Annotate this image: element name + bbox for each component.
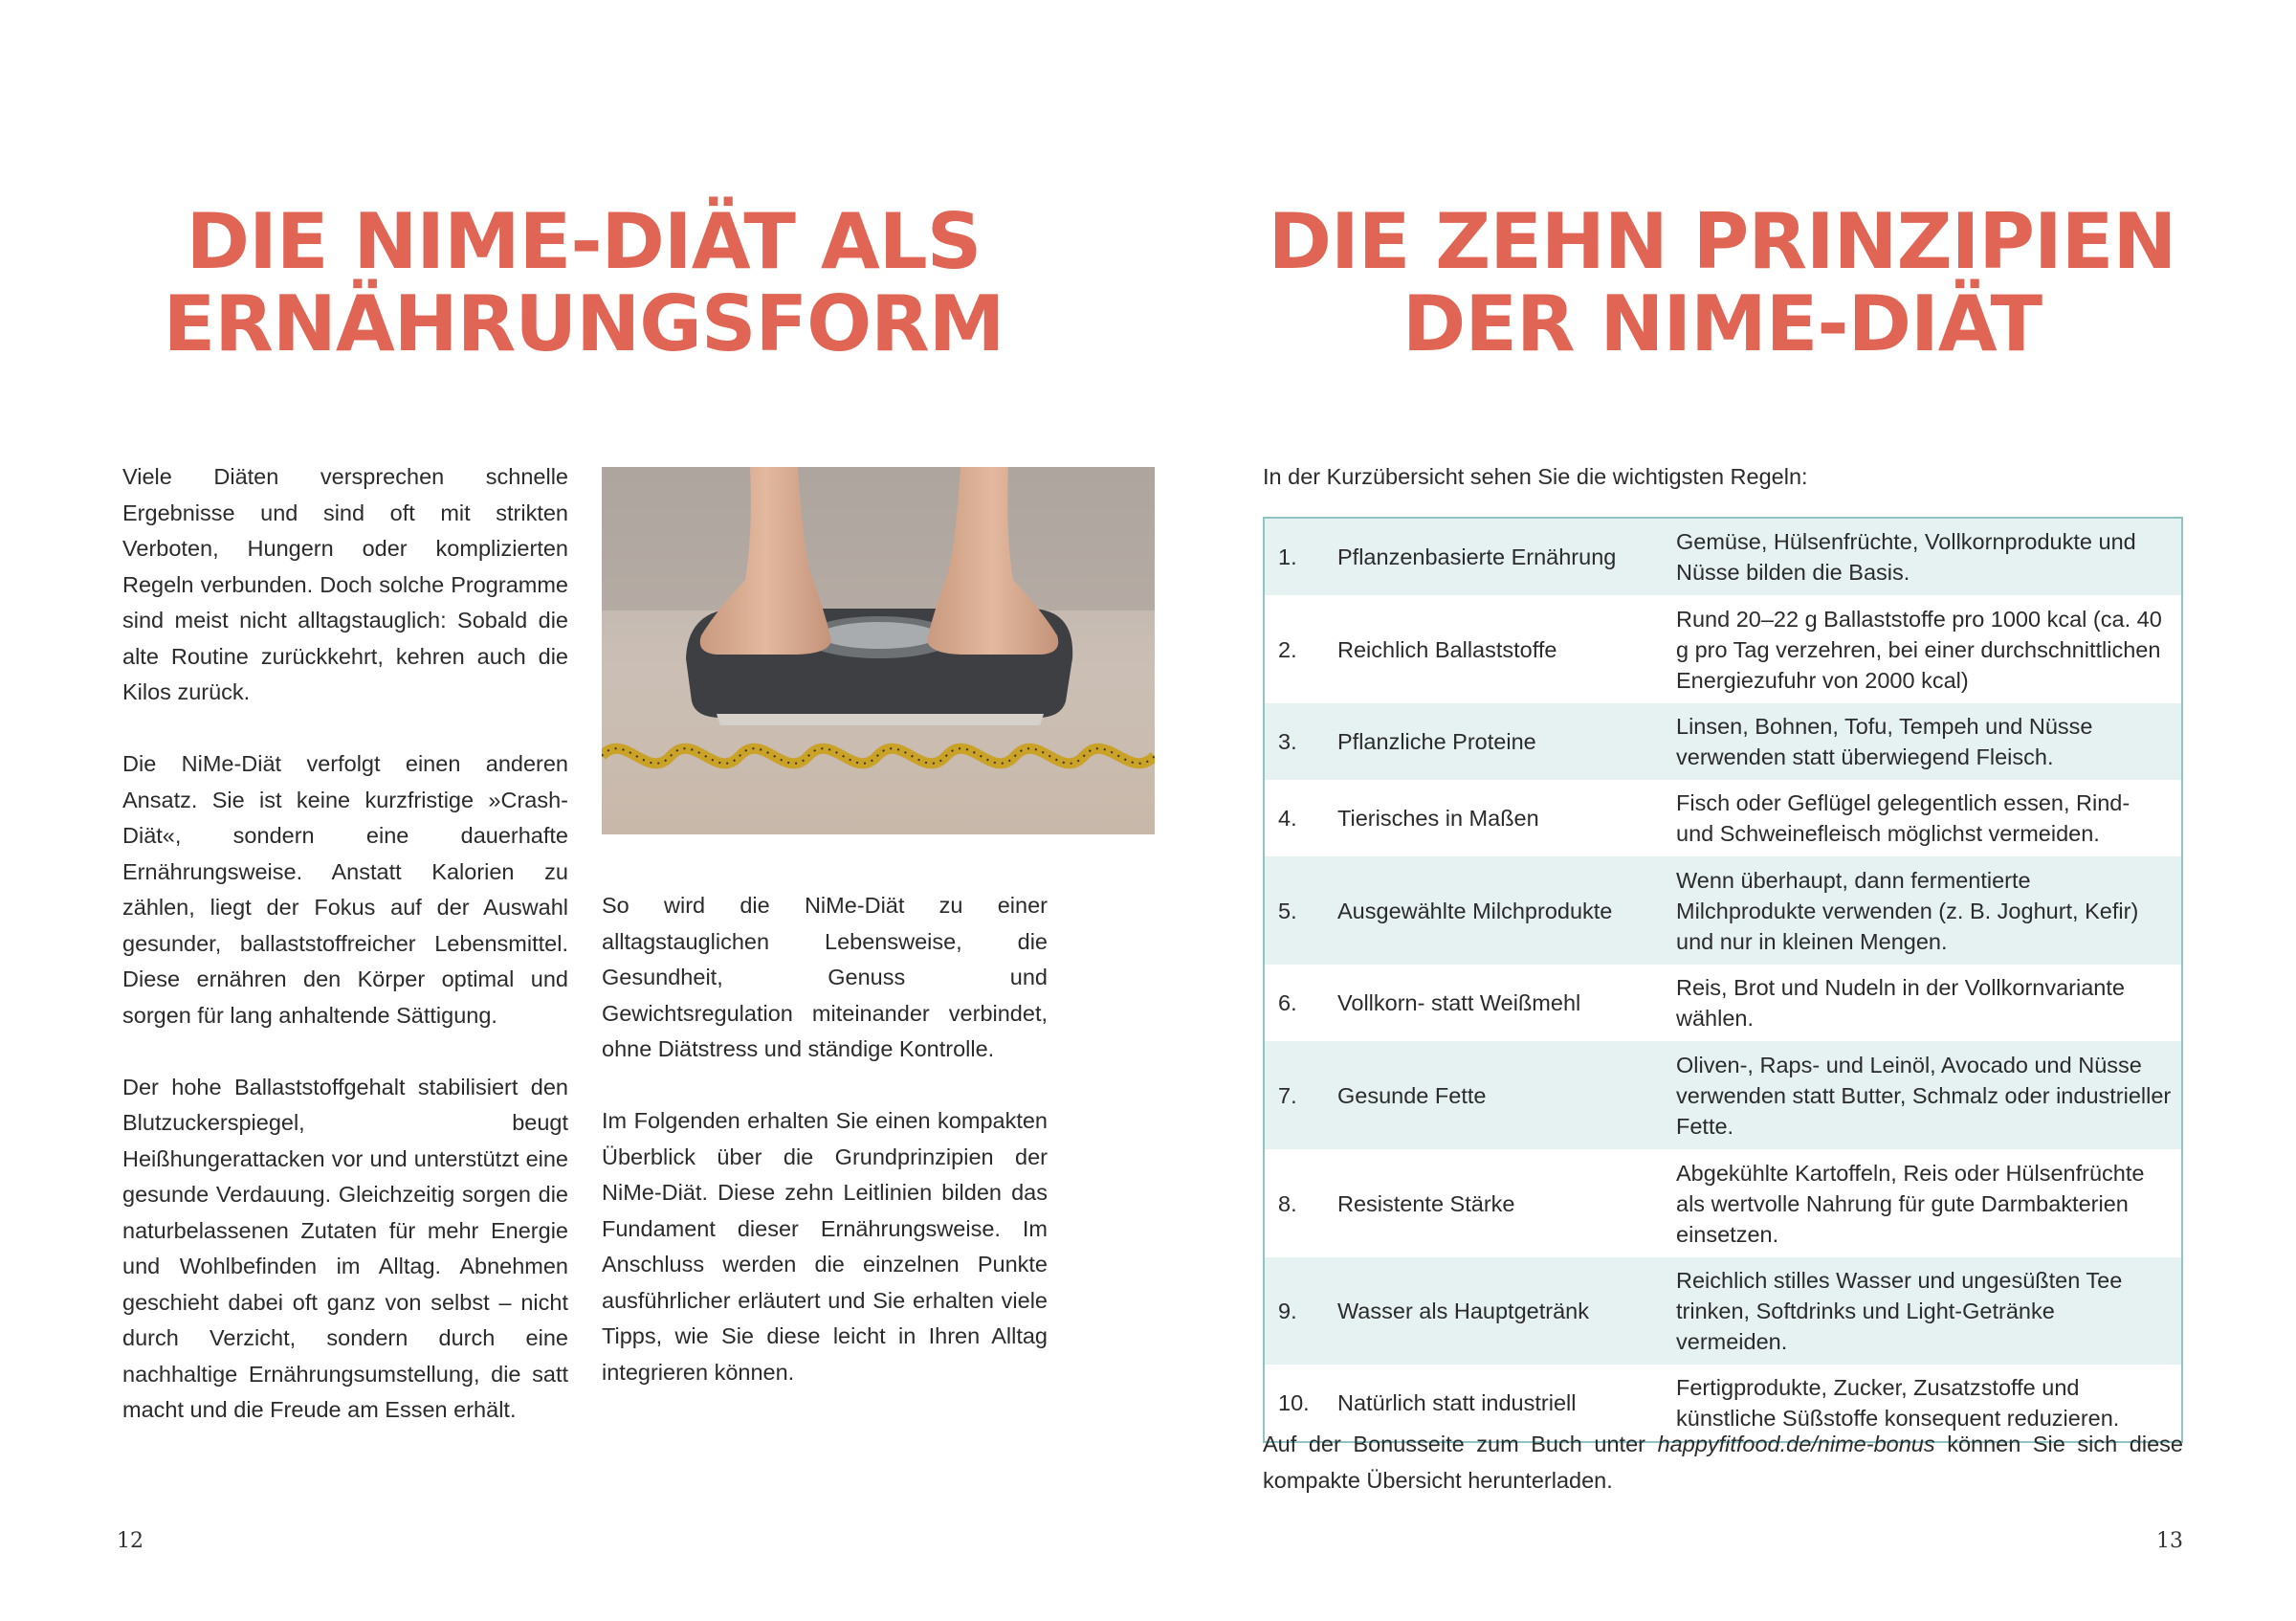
principle-name: Gesunde Fette	[1337, 1082, 1487, 1108]
bonus-note-text: Auf der Bonusseite zum Buch unter	[1263, 1432, 1658, 1456]
principle-number: 3.	[1278, 729, 1297, 754]
principle-description: Fertigprodukte, Zucker, Zusatzstoffe und künstliche Süßstoffe konsequent reduzieren.	[1676, 1375, 2120, 1431]
page-number-left: 12	[117, 1529, 144, 1553]
principle-description: Wenn überhaupt, dann fermentierte Milchprodukte verwenden (z. B. Joghurt, Kefir) und nur in kleinen Mengen.	[1676, 867, 2139, 954]
principle-description: Oliven-, Raps- und Leinöl, Avocado und Nüsse verwenden statt Butter, Schmalz oder industrieller Fette.	[1676, 1052, 2172, 1139]
bonus-note	[1263, 1427, 2183, 1499]
table-row	[1264, 965, 2182, 1041]
table-row	[1264, 1257, 2182, 1365]
principle-name: Tierisches in Maßen	[1337, 806, 1539, 831]
principle-number: 10.	[1278, 1390, 1310, 1415]
principle-description: Reichlich stilles Wasser und ungesüßten Tee trinken, Softdrinks und Light-Getränke vermeiden.	[1676, 1268, 2123, 1354]
scale-feet-image	[602, 467, 1155, 834]
table-row	[1264, 1041, 2182, 1149]
paragraph: Viele Diäten versprechen schnelle Ergebnisse und sind oft mit strikten Verboten, Hungern oder komplizierten Regeln verbunden. Doch solche Programme sind meist nicht alltagstauglich: Sobald die alte Routine zurückkehrt, kehren auch die Kilos zurück.	[122, 464, 568, 704]
principle-description: Gemüse, Hülsenfrüchte, Vollkornprodukte und Nüsse bilden die Basis.	[1676, 529, 2136, 585]
right-page-title	[1263, 197, 2181, 368]
title-line: DIE NIME-DIÄT ALS	[186, 197, 982, 286]
principles-table	[1263, 517, 2183, 1443]
paragraph: Die NiMe-Diät verfolgt einen anderen Ansatz. Sie ist keine kurzfristige »Crash-Diät«, sondern eine dauerhafte Ernährungsweise. Anstatt Kalorien zu zählen, liegt der Fokus auf der Auswahl gesunder, ballaststoffreicher Lebensmittel. Diese ernähren den Körper optimal und sorgen für lang anhaltende Sättigung.	[122, 751, 568, 1028]
principle-name: Wasser als Hauptgetränk	[1337, 1299, 1589, 1323]
title-line: ERNÄHRUNGSFORM	[163, 279, 1004, 368]
principle-description: Linsen, Bohnen, Tofu, Tempeh und Nüsse verwenden statt überwiegend Fleisch.	[1676, 714, 2093, 769]
table-intro: In der Kurzübersicht sehen Sie die wichtigsten Regeln:	[1263, 464, 1808, 489]
principle-number: 6.	[1278, 990, 1297, 1015]
left-page-title	[134, 197, 1033, 368]
table-row	[1264, 518, 2182, 595]
left-text-column	[122, 459, 568, 1464]
title-line: DER NIME-DIÄT	[1402, 279, 2042, 368]
title-line: DIE ZEHN PRINZIPIEN	[1268, 197, 2176, 286]
page-number-right: 13	[2156, 1529, 2183, 1553]
principle-number: 2.	[1278, 636, 1297, 662]
scale-photo	[602, 467, 1155, 834]
principle-number: 9.	[1278, 1299, 1297, 1323]
table-row	[1264, 595, 2182, 703]
middle-text-column	[602, 888, 1048, 1427]
table-row	[1264, 856, 2182, 965]
table-row	[1264, 1149, 2182, 1257]
principle-name: Pflanzliche Proteine	[1337, 729, 1536, 754]
principle-number: 4.	[1278, 806, 1297, 831]
principle-number: 5.	[1278, 898, 1297, 923]
table-row	[1264, 780, 2182, 856]
principle-name: Natürlich statt industriell	[1337, 1390, 1577, 1415]
principle-name: Pflanzenbasierte Ernährung	[1337, 544, 1617, 569]
principle-name: Resistente Stärke	[1337, 1190, 1515, 1216]
principle-number: 8.	[1278, 1190, 1297, 1216]
principle-name: Ausgewählte Milchprodukte	[1337, 898, 1613, 923]
principle-description: Rund 20–22 g Ballaststoffe pro 1000 kcal (ca. 40 g pro Tag verzehren, bei einer durchschnittlichen Energiezufuhr von 2000 kcal)	[1676, 606, 2162, 693]
table-row	[1264, 703, 2182, 780]
principle-description: Abgekühlte Kartoffeln, Reis oder Hülsenfrüchte als wertvolle Nahrung für gute Darmbakterien einsetzen.	[1676, 1160, 2145, 1247]
paragraph: So wird die NiMe-Diät zu einer alltagstauglichen Lebensweise, die Gesundheit, Genuss und Gewichtsregulation miteinander verbindet, ohne Diätstress und ständige Kontrolle.	[602, 893, 1048, 1061]
bonus-url: happyfitfood.de/nime-bonus	[1657, 1432, 1935, 1456]
principle-description: Fisch oder Geflügel gelegentlich essen, Rind- und Schweinefleisch möglichst vermeiden.	[1676, 790, 2130, 846]
principle-name: Reichlich Ballaststoffe	[1337, 636, 1557, 662]
bonus-note-text: können Sie sich diese kompakte Übersicht herunterladen.	[1263, 1432, 2183, 1493]
paragraph: Der hohe Ballaststoffgehalt stabilisiert den Blutzuckerspiegel, beugt Heißhungerattacken vor und unterstützt eine gesunde Verdauung. Gleichzeitig sorgen die naturbelassenen Zutaten für mehr Energie und Wohlbefinden im Alltag. Abnehmen geschieht dabei oft ganz von selbst – nicht durch Verzicht, sondern durch eine nachhaltige Ernährungsumstellung, die satt macht und die Freude am Essen erhält.	[122, 1074, 568, 1422]
paragraph: Im Folgenden erhalten Sie einen kompakten Überblick über die Grundprinzipien der NiMe-Diät. Diese zehn Leitlinien bilden das Fundament dieser Ernährungsweise. Im Anschluss werden die einzelnen Punkte ausführlicher erläutert und Sie erhalten viele Tipps, wie Sie diese leicht in Ihren Alltag integrieren können.	[602, 1108, 1048, 1385]
principle-number: 7.	[1278, 1082, 1297, 1108]
principle-description: Reis, Brot und Nudeln in der Vollkornvariante wählen.	[1676, 975, 2125, 1031]
principle-number: 1.	[1278, 544, 1297, 569]
principle-name: Vollkorn- statt Weißmehl	[1337, 990, 1581, 1015]
